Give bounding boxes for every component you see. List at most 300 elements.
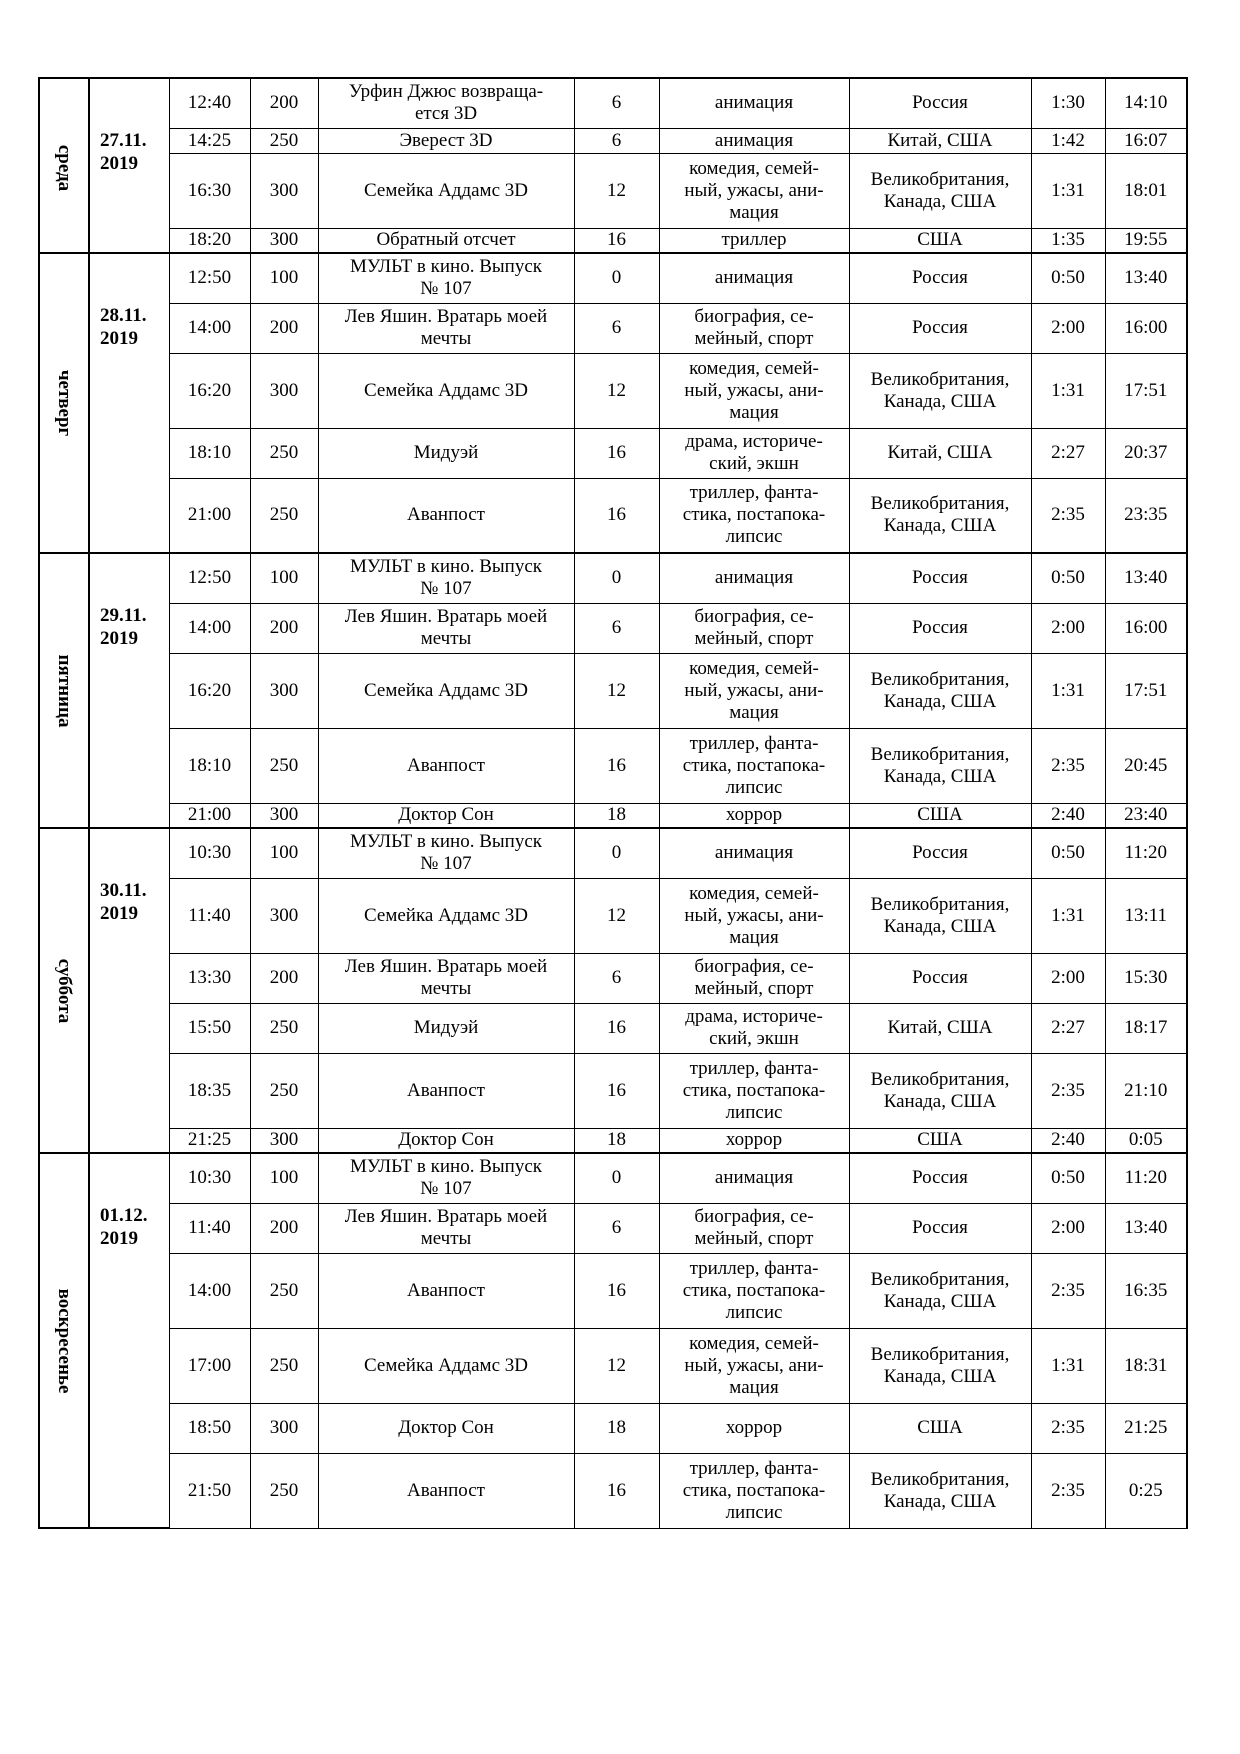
country-text: Россия [912,317,968,338]
date-cell [89,828,169,1153]
screening-row [39,1128,1187,1153]
price-cell [250,1203,318,1253]
price-cell [250,128,318,153]
price-text: 100 [269,1167,299,1189]
showtime-cell [169,1203,250,1253]
end-time-cell [1105,153,1187,228]
country-text: Россия [912,1217,968,1238]
end-time-cell [1105,128,1187,153]
showtime-text: 10:30 [187,842,232,864]
showtime-cell [169,428,250,478]
end-time-text: 20:45 [1124,754,1168,776]
price-cell [250,828,318,878]
country-cell [849,603,1031,653]
duration-text: 2:00 [1051,1217,1085,1238]
duration-cell [1031,478,1105,553]
age-rating-cell [574,1128,659,1153]
weekday-label: воскресенье [54,1288,75,1393]
country-cell [849,878,1031,953]
end-time-cell [1105,228,1187,253]
genre-text: комедия, семей- ный, ужасы, ани- мация [684,657,824,723]
weekday-label: четверг [54,369,75,437]
screening-row [39,1003,1187,1053]
showtime-cell [169,1253,250,1328]
country-text: Россия [912,617,968,638]
showtime-text: 16:20 [187,679,232,701]
film-title-cell [318,878,574,953]
age-rating-cell [574,153,659,228]
end-time-text: 13:40 [1124,267,1168,289]
end-time-cell [1105,1003,1187,1053]
price-cell [250,228,318,253]
genre-cell [659,253,849,303]
duration-text: 2:00 [1051,967,1085,988]
duration-cell [1031,728,1105,803]
age-rating-text: 16 [607,1479,626,1501]
age-rating-cell [574,1003,659,1053]
genre-cell [659,1128,849,1153]
country-text: Китай, США [887,1017,993,1038]
country-text: США [917,229,963,251]
end-time-cell [1105,1403,1187,1453]
end-time-text: 17:51 [1124,679,1168,701]
showtime-cell [169,1403,250,1453]
age-rating-text: 16 [607,229,626,251]
duration-text: 2:35 [1051,1079,1085,1101]
age-rating-text: 6 [611,317,622,338]
price-cell [250,603,318,653]
weekday-cell [39,828,89,1153]
country-cell [849,353,1031,428]
weekday-label: пятница [54,654,75,727]
screening-row [39,1203,1187,1253]
price-cell [250,428,318,478]
age-rating-cell [574,1053,659,1128]
price-cell [250,1328,318,1403]
showtime-cell [169,953,250,1003]
showtime-text: 18:10 [187,442,232,463]
showtime-text: 21:00 [187,504,232,526]
country-cell [849,78,1031,128]
end-time-text: 13:40 [1124,567,1168,589]
age-rating-cell [574,128,659,153]
price-text: 300 [269,379,299,401]
genre-cell [659,478,849,553]
date-label: 27.11. 2019 [100,130,147,174]
showtime-cell [169,1453,250,1528]
showtime-text: 11:40 [188,904,231,926]
age-rating-text: 12 [607,179,626,201]
weekday-cell [39,253,89,553]
price-text: 250 [269,1079,299,1101]
age-rating-text: 18 [607,1129,626,1151]
country-text: Великобритания, Канада, США [870,1068,1010,1112]
price-cell [250,803,318,828]
end-time-cell [1105,1153,1187,1203]
film-title-text: МУЛЬТ в кино. Выпуск № 107 [350,831,542,875]
end-time-text: 23:35 [1124,504,1168,526]
showtime-cell [169,803,250,828]
film-title-cell [318,953,574,1003]
duration-text: 2:00 [1051,317,1085,338]
end-time-cell [1105,828,1187,878]
genre-cell [659,653,849,728]
age-rating-text: 6 [611,92,622,114]
duration-text: 2:40 [1051,804,1085,826]
genre-cell [659,1453,849,1528]
age-rating-cell [574,1203,659,1253]
age-rating-cell [574,653,659,728]
showtime-cell [169,478,250,553]
age-rating-text: 12 [607,1354,626,1376]
genre-text: биография, се- мейный, спорт [694,306,814,349]
age-rating-text: 12 [607,904,626,926]
end-time-cell [1105,1453,1187,1528]
genre-cell [659,1003,849,1053]
price-cell [250,953,318,1003]
film-title-cell [318,553,574,603]
end-time-cell [1105,253,1187,303]
age-rating-cell [574,1253,659,1328]
film-title-cell [318,428,574,478]
duration-text: 2:35 [1051,1417,1085,1438]
country-text: Россия [912,842,968,864]
duration-cell [1031,653,1105,728]
genre-cell [659,1328,849,1403]
country-cell [849,953,1031,1003]
showtime-text: 14:00 [187,317,232,338]
end-time-cell [1105,303,1187,353]
duration-cell [1031,1453,1105,1528]
film-title-text: Семейка Аддамс 3D [363,679,528,701]
date-label: 30.11. 2019 [100,880,147,924]
duration-text: 0:50 [1051,267,1085,289]
film-title-cell [318,1403,574,1453]
country-text: США [917,1417,963,1438]
end-time-cell [1105,78,1187,128]
genre-text: анимация [714,267,794,289]
country-cell [849,1053,1031,1128]
genre-cell [659,128,849,153]
film-title-text: Семейка Аддамс 3D [363,179,528,201]
duration-text: 1:31 [1051,679,1085,701]
price-text: 250 [269,1279,299,1301]
film-title-cell [318,1453,574,1528]
age-rating-text: 18 [607,804,626,826]
country-cell [849,303,1031,353]
showtime-text: 11:40 [188,1217,231,1238]
duration-text: 1:31 [1051,904,1085,926]
genre-cell [659,353,849,428]
showtime-cell [169,1328,250,1403]
showtime-text: 18:50 [187,1417,232,1438]
showtime-text: 10:30 [187,1167,232,1189]
price-text: 300 [269,804,299,826]
age-rating-text: 16 [607,1079,626,1101]
film-title-cell [318,153,574,228]
duration-text: 2:35 [1051,1479,1085,1501]
genre-text: комедия, семей- ный, ужасы, ани- мация [684,1332,824,1398]
price-cell [250,353,318,428]
country-cell [849,653,1031,728]
showtime-cell [169,153,250,228]
screening-row [39,478,1187,553]
age-rating-cell [574,603,659,653]
showtime-cell [169,1153,250,1203]
country-cell [849,1453,1031,1528]
age-rating-cell [574,253,659,303]
country-text: Китай, США [887,129,993,151]
showtime-text: 14:25 [187,129,232,151]
country-cell [849,153,1031,228]
end-time-text: 18:01 [1124,179,1168,201]
end-time-cell [1105,478,1187,553]
genre-text: биография, се- мейный, спорт [694,606,814,649]
film-title-text: Аванпост [407,1079,485,1101]
genre-text: триллер [721,229,787,251]
price-text: 250 [269,1479,299,1501]
genre-text: триллер, фанта- стика, постапока- липсис [682,1257,826,1323]
country-text: США [917,804,963,826]
film-title-text: Доктор Сон [398,804,494,826]
film-title-cell [318,653,574,728]
date-cell [89,553,169,828]
age-rating-cell [574,1153,659,1203]
film-title-cell [318,1328,574,1403]
duration-text: 1:42 [1051,129,1085,151]
age-rating-text: 0 [611,267,622,289]
genre-cell [659,1403,849,1453]
weekday-cell [39,1153,89,1528]
age-rating-text: 6 [611,1217,622,1238]
price-text: 300 [269,679,299,701]
end-time-text: 17:51 [1124,379,1168,401]
showtime-text: 12:40 [187,92,232,114]
end-time-cell [1105,353,1187,428]
screening-row [39,553,1187,603]
showtime-cell [169,128,250,153]
price-cell [250,1053,318,1128]
country-text: Великобритания, Канада, США [870,1343,1010,1387]
end-time-text: 18:31 [1124,1354,1168,1376]
screening-row [39,953,1187,1003]
price-text: 300 [269,179,299,201]
end-time-text: 20:37 [1124,442,1168,463]
duration-text: 2:40 [1051,1129,1085,1151]
end-time-text: 19:55 [1124,229,1168,251]
end-time-cell [1105,603,1187,653]
weekday-label: суббота [54,958,75,1023]
duration-text: 2:35 [1051,1279,1085,1301]
price-text: 200 [269,967,299,988]
duration-text: 2:35 [1051,754,1085,776]
screening-row [39,1403,1187,1453]
screening-row [39,428,1187,478]
country-cell [849,1328,1031,1403]
age-rating-cell [574,1403,659,1453]
film-title-text: Аванпост [407,504,485,526]
duration-cell [1031,353,1105,428]
film-title-text: Лев Яшин. Вратарь моей мечты [344,606,548,649]
duration-cell [1031,78,1105,128]
end-time-text: 15:30 [1124,967,1168,988]
showtime-cell [169,253,250,303]
duration-cell [1031,878,1105,953]
genre-cell [659,553,849,603]
country-text: Россия [912,967,968,988]
price-cell [250,478,318,553]
age-rating-text: 16 [607,442,626,463]
film-title-text: Семейка Аддамс 3D [363,379,528,401]
country-text: Россия [912,92,968,114]
genre-text: биография, се- мейный, спорт [694,956,814,999]
end-time-cell [1105,1128,1187,1153]
price-cell [250,1403,318,1453]
showtime-cell [169,728,250,803]
date-cell [89,1153,169,1528]
end-time-text: 13:11 [1124,904,1168,926]
showtime-cell [169,653,250,728]
country-cell [849,1153,1031,1203]
age-rating-text: 12 [607,679,626,701]
price-cell [250,1453,318,1528]
weekday-cell [39,78,89,253]
date-cell [89,78,169,253]
price-text: 200 [269,617,299,638]
film-title-cell [318,128,574,153]
film-title-cell [318,603,574,653]
showtime-text: 14:00 [187,1279,232,1301]
end-time-text: 0:25 [1128,1479,1163,1501]
genre-text: анимация [714,1167,794,1189]
country-cell [849,128,1031,153]
screening-row [39,153,1187,228]
end-time-text: 23:40 [1124,804,1168,826]
country-text: Великобритания, Канада, США [870,743,1010,787]
film-title-cell [318,828,574,878]
film-title-cell [318,728,574,803]
duration-text: 1:31 [1051,379,1085,401]
price-cell [250,1153,318,1203]
end-time-cell [1105,428,1187,478]
genre-text: хоррор [725,1129,783,1151]
country-cell [849,1203,1031,1253]
end-time-cell [1105,553,1187,603]
weekday-label: среда [54,144,75,192]
end-time-cell [1105,728,1187,803]
country-cell [849,728,1031,803]
price-text: 250 [269,504,299,526]
end-time-cell [1105,1053,1187,1128]
price-cell [250,553,318,603]
screening-row [39,603,1187,653]
genre-cell [659,78,849,128]
genre-cell [659,728,849,803]
end-time-text: 16:00 [1124,617,1168,638]
screening-row [39,128,1187,153]
screening-row [39,828,1187,878]
end-time-cell [1105,878,1187,953]
age-rating-text: 16 [607,1279,626,1301]
country-cell [849,253,1031,303]
duration-cell [1031,1153,1105,1203]
genre-text: хоррор [725,804,783,826]
age-rating-cell [574,728,659,803]
showtime-cell [169,78,250,128]
country-text: Великобритания, Канада, США [870,668,1010,712]
showtime-text: 18:10 [187,754,232,776]
end-time-cell [1105,1203,1187,1253]
film-title-text: Лев Яшин. Вратарь моей мечты [344,956,548,999]
end-time-text: 11:20 [1124,842,1168,864]
duration-cell [1031,428,1105,478]
genre-cell [659,953,849,1003]
price-cell [250,303,318,353]
showtime-text: 12:50 [187,267,232,289]
film-title-text: МУЛЬТ в кино. Выпуск № 107 [350,1156,542,1200]
end-time-cell [1105,953,1187,1003]
price-text: 250 [269,1354,299,1376]
end-time-text: 16:07 [1124,129,1168,151]
price-text: 100 [269,567,299,589]
country-cell [849,1403,1031,1453]
country-text: Великобритания, Канада, США [870,493,1010,537]
showtime-text: 18:35 [187,1079,232,1101]
genre-text: анимация [714,92,794,114]
duration-cell [1031,128,1105,153]
screening-row [39,1453,1187,1528]
film-title-cell [318,1153,574,1203]
genre-cell [659,1203,849,1253]
country-text: Россия [912,1167,968,1189]
genre-text: триллер, фанта- стика, постапока- липсис [682,1457,826,1523]
genre-text: анимация [714,567,794,589]
screening-row [39,228,1187,253]
age-rating-cell [574,1328,659,1403]
showtime-cell [169,553,250,603]
age-rating-text: 6 [611,129,622,151]
end-time-text: 16:00 [1124,317,1168,338]
showtime-cell [169,1053,250,1128]
genre-text: триллер, фанта- стика, постапока- липсис [682,732,826,798]
country-cell [849,478,1031,553]
price-text: 200 [269,317,299,338]
film-title-cell [318,253,574,303]
price-text: 300 [269,229,299,251]
genre-text: анимация [714,842,794,864]
film-title-text: Семейка Аддамс 3D [363,1354,528,1376]
end-time-text: 11:20 [1124,1167,1168,1189]
showtime-text: 16:30 [187,179,232,201]
country-text: Великобритания, Канада, США [870,368,1010,412]
duration-text: 2:27 [1051,1017,1085,1038]
country-text: Россия [912,267,968,289]
country-cell [849,1128,1031,1153]
price-cell [250,653,318,728]
country-cell [849,228,1031,253]
showtime-cell [169,1003,250,1053]
end-time-text: 16:35 [1124,1279,1168,1301]
screening-row [39,1153,1187,1203]
film-title-cell [318,1053,574,1128]
country-cell [849,1253,1031,1328]
showtime-text: 21:00 [187,804,232,826]
duration-text: 2:35 [1051,504,1085,526]
film-title-text: Мидуэй [413,442,479,463]
film-title-cell [318,353,574,428]
schedule-body [39,78,1187,1528]
screening-row [39,1328,1187,1403]
